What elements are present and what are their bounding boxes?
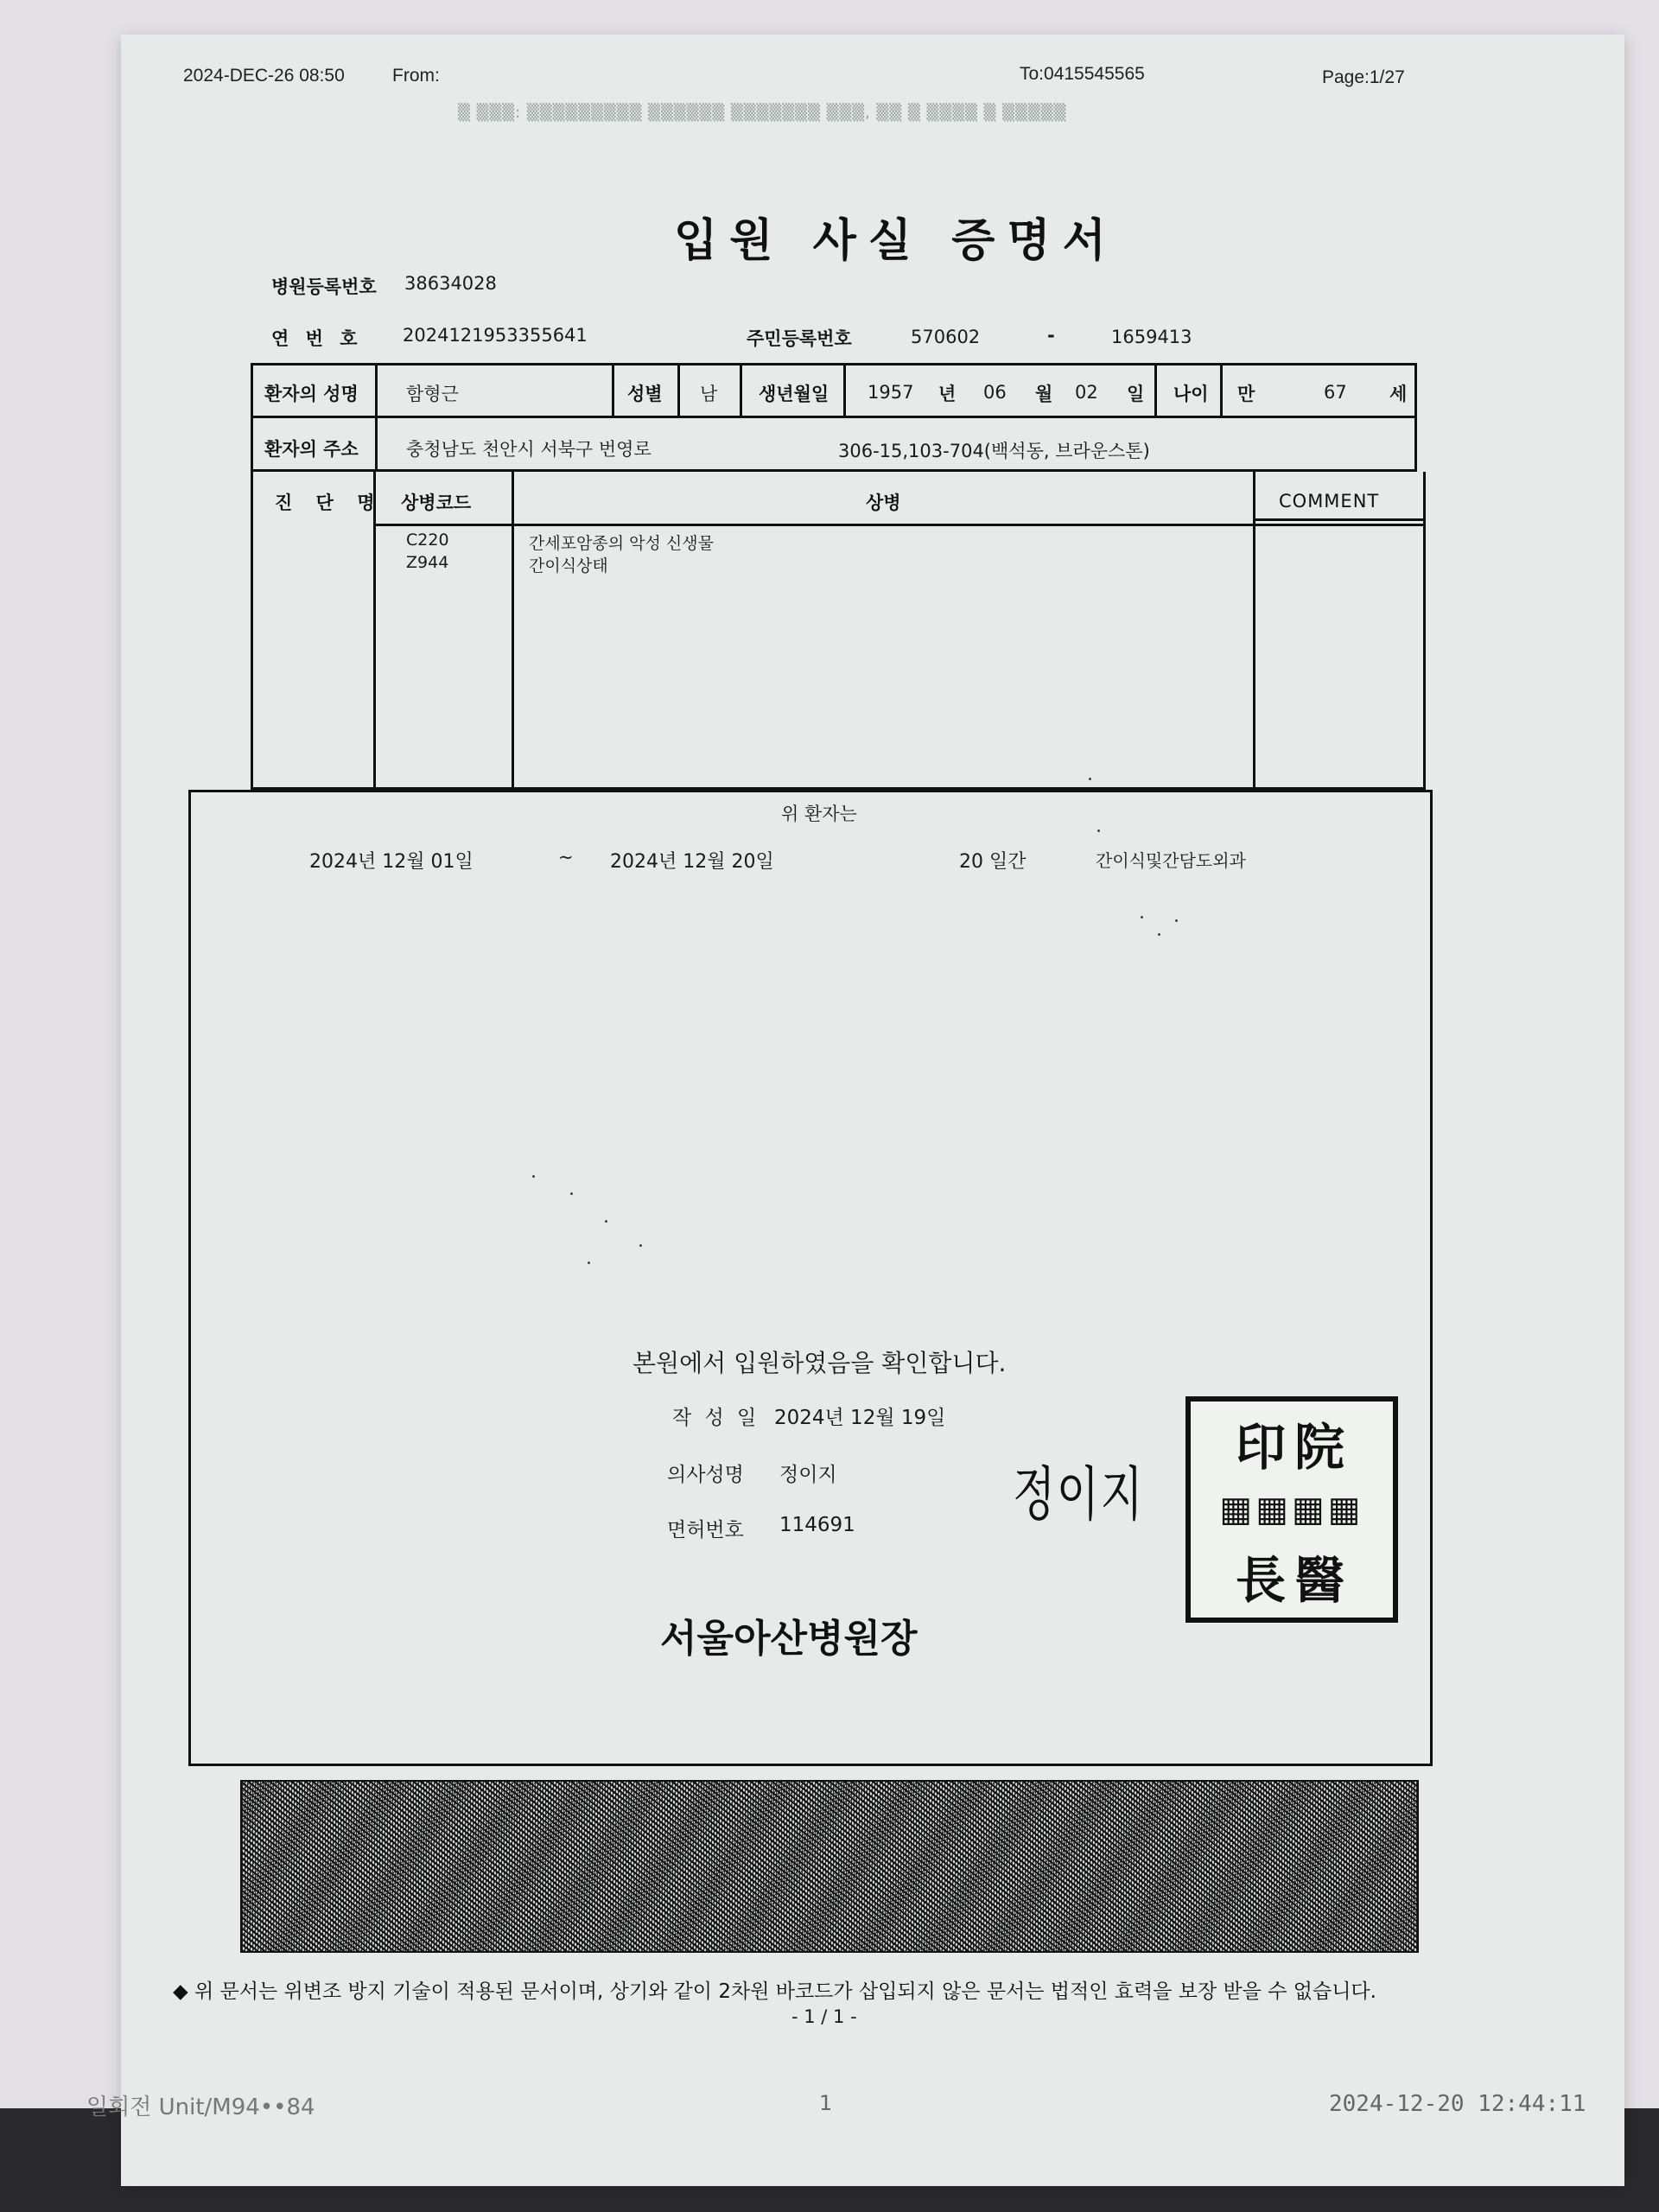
serial-label: 연 번 호	[271, 328, 363, 349]
footer-timestamp: 2024-12-20 12:44:11	[1329, 2091, 1586, 2117]
birth-label: 생년월일	[759, 384, 830, 404]
age-label: 나이	[1173, 384, 1209, 404]
address-line-2: 306-15,103-704(백석동, 브라운스톤)	[838, 441, 1150, 461]
footer-unit-code: 일회전 Unit/M94••84	[86, 2094, 315, 2120]
stay-end-date: 2024년 12월 20일	[610, 851, 774, 873]
license-label: 면허번호	[667, 1519, 744, 1541]
address-line-1: 충청남도 천안시 서북구 번영로	[406, 439, 652, 460]
stay-days: 20 일간	[959, 851, 1027, 873]
fax-page-count: Page:1/27	[1322, 67, 1405, 87]
hospital-director-name: 서울아산병원장	[660, 1617, 918, 1661]
issue-date: 2024년 12월 19일	[774, 1407, 946, 1429]
anti-forgery-barcode	[240, 1780, 1419, 1953]
license-number: 114691	[779, 1514, 855, 1536]
diagnosis-code-2: Z944	[406, 553, 449, 572]
birth-month-unit: 월	[1035, 384, 1053, 404]
page-indicator: - 1 / 1 -	[791, 2006, 857, 2027]
diagnosis-name-1: 간세포암종의 악성 신생물	[529, 534, 714, 553]
confirmation-text: 본원에서 입원하였음을 확인합니다.	[632, 1349, 1007, 1377]
fax-to-number: To:0415545565	[1020, 64, 1145, 84]
diagnosis-table	[251, 472, 1426, 790]
fax-datetime: 2024-DEC-26 08:50	[183, 66, 345, 86]
stay-tilde: ~	[558, 847, 574, 868]
age-unit: 세	[1389, 384, 1408, 404]
serial-value: 2024121953355641	[403, 325, 588, 346]
address-label: 환자의 주소	[264, 439, 359, 460]
footer-page-number: 1	[819, 2091, 833, 2115]
sex-value: 남	[700, 384, 718, 404]
doctor-name: 정이지	[779, 1464, 837, 1486]
issue-date-label: 작 성 일	[672, 1407, 760, 1429]
age-prefix: 만	[1237, 384, 1255, 404]
resident-reg-front: 570602	[911, 327, 981, 347]
birth-year: 1957	[868, 382, 914, 403]
legal-notice: ◆ 위 문서는 위변조 방지 기술이 적용된 문서이며, 상기와 같이 2차원 바코드가 삽입되지 않은 문서는 법적인 효력을 보장 받을 수 없습니다.	[173, 1980, 1376, 2003]
patient-name-label: 환자의 성명	[264, 384, 359, 404]
patient-intro: 위 환자는	[781, 804, 857, 824]
disease-code-header: 상병코드	[401, 493, 472, 513]
resident-reg-label: 주민등록번호	[747, 328, 852, 349]
birth-month: 06	[983, 382, 1007, 403]
hospital-seal: 印 院 ▦▦▦▦ 長 醫	[1185, 1396, 1398, 1623]
document-title: 입원 사실 증명서	[674, 215, 1118, 267]
birth-year-unit: 년	[938, 384, 957, 404]
stay-start-date: 2024년 12월 01일	[309, 851, 474, 873]
sex-label: 성별	[627, 384, 663, 404]
hospital-reg-value: 38634028	[404, 273, 497, 294]
age-value: 67	[1324, 382, 1347, 403]
stay-department: 간이식및간담도외과	[1096, 850, 1246, 871]
faded-header-text: ▒ ▒▒▒: ▒▒▒▒▒▒▒▒▒ ▒▒▒▒▒▒ ▒▒▒▒▒▒▒ ▒▒▒, ▒▒ ▒ ▒▒▒▒ ▒ ▒▒▒▒▒	[458, 104, 1067, 122]
hospital-reg-label: 병원등록번호	[271, 276, 377, 297]
certificate-paper	[86, 35, 1624, 2186]
doctor-label: 의사성명	[667, 1464, 744, 1486]
resident-reg-dash: -	[1047, 325, 1055, 346]
birth-day-unit: 일	[1127, 384, 1145, 404]
disease-name-header: 상병	[866, 493, 901, 513]
resident-reg-back: 1659413	[1111, 327, 1192, 347]
patient-name: 함형근	[406, 384, 459, 404]
fax-from-label: From:	[392, 66, 440, 86]
comment-header: COMMENT	[1279, 491, 1380, 512]
doctor-signature-stamp: 정이지	[1013, 1461, 1145, 1529]
diagnosis-code-1: C220	[406, 531, 449, 550]
birth-day: 02	[1075, 382, 1098, 403]
diagnosis-name-2: 간이식상태	[529, 556, 608, 575]
diagnosis-label: 진 단 명	[275, 493, 384, 513]
